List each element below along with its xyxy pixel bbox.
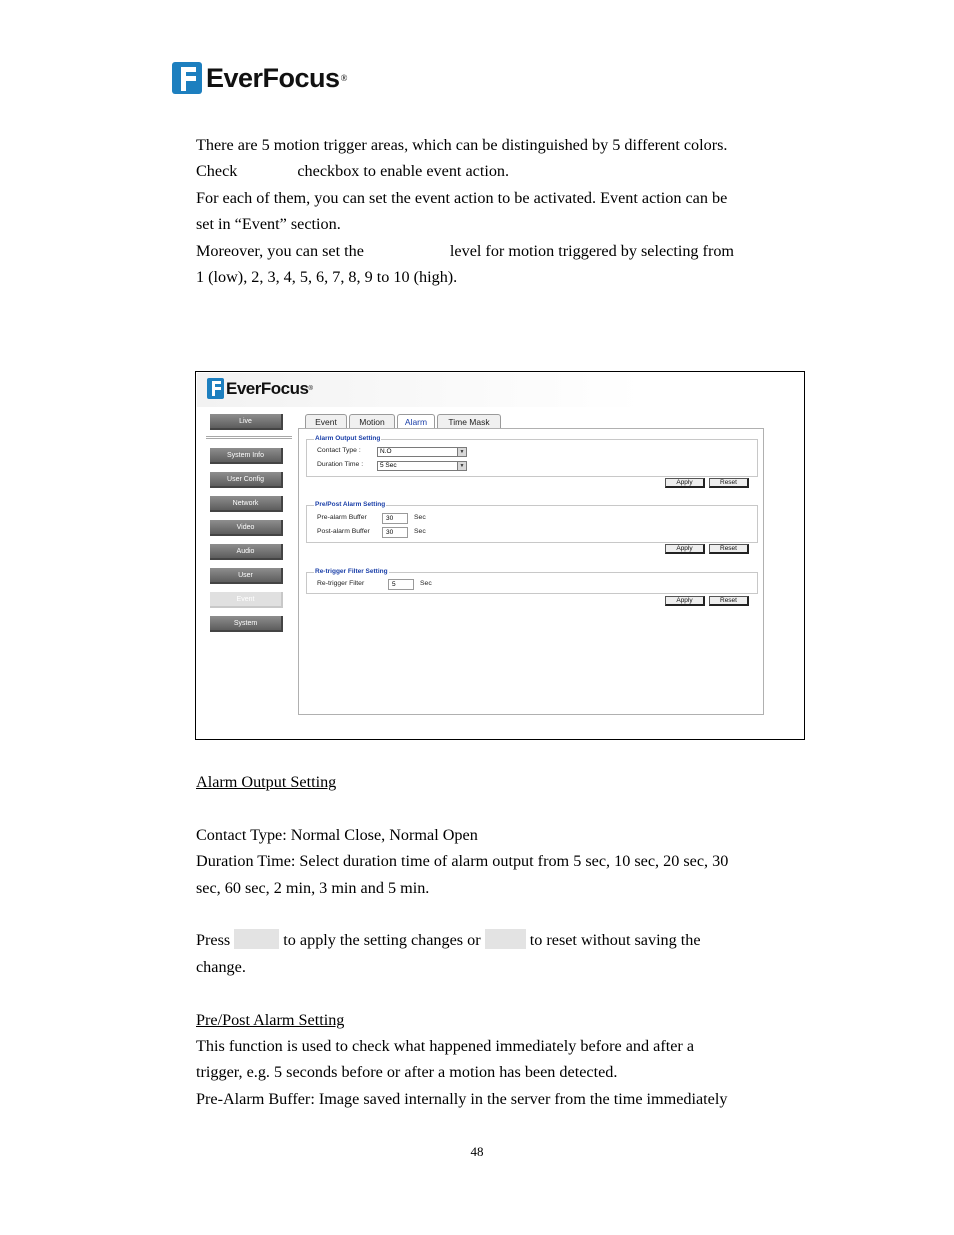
pre-post-description-1: This function is used to check what happened immediately before and after a (196, 1037, 695, 1056)
screenshot-header (197, 373, 643, 407)
press-change-text: change. (196, 957, 246, 976)
retrigger-apply-button[interactable]: Apply (665, 596, 705, 606)
intro-line-6: 1 (low), 2, 3, 4, 5, 6, 7, 8, 9 to 10 (high). (196, 268, 458, 287)
reset-description: to reset without saving the (529, 931, 701, 950)
intro-line-3: For each of them, you can set the event action to be activated. Event action can be (196, 188, 728, 207)
post-alarm-buffer-label: Post-alarm Buffer (317, 528, 370, 535)
retrigger-filter-label: Re-trigger Filter (317, 580, 365, 587)
intro-level-text: level for motion triggered by selecting from (449, 241, 735, 260)
logo-wordmark: EverFocus (206, 62, 340, 93)
nav-system-info[interactable]: System Info (210, 448, 283, 464)
pre-post-legend: Pre/Post Alarm Setting (315, 501, 386, 508)
intro-line-5 (196, 238, 796, 264)
nav-system[interactable]: System (210, 616, 283, 632)
screenshot-logo-wordmark: EverFocus (226, 378, 309, 398)
pre-post-apply-button[interactable]: Apply (665, 544, 705, 554)
duration-time-label: Duration Time : (317, 461, 364, 468)
press-apply-line (196, 927, 796, 953)
nav-divider-2 (206, 438, 292, 439)
retrigger-unit: Sec (420, 580, 432, 587)
screenshot-logo-registered-mark: ® (308, 385, 313, 392)
alarm-settings-screenshot (195, 371, 805, 740)
retrigger-filter-input[interactable]: 5 (388, 579, 414, 590)
pre-post-alarm-group (306, 501, 758, 543)
retrigger-legend: Re-trigger Filter Setting (315, 568, 388, 575)
pre-alarm-buffer-input[interactable]: 30 (382, 513, 408, 524)
nav-user[interactable]: User (210, 568, 283, 584)
pre-alarm-unit: Sec (414, 514, 426, 521)
intro-check-text: Check (196, 162, 238, 181)
alarm-output-apply-button[interactable]: Apply (665, 478, 705, 488)
nav-network[interactable]: Network (210, 496, 283, 512)
alarm-output-section (196, 769, 796, 1112)
apply-button-placeholder (234, 929, 279, 949)
intro-line-2 (196, 158, 796, 184)
tab-time-mask[interactable]: Time Mask (437, 414, 501, 428)
contact-type-value: N.O (380, 448, 392, 455)
logo-registered-mark: ® (340, 73, 348, 83)
tab-motion[interactable]: Motion (349, 414, 395, 428)
alarm-output-legend: Alarm Output Setting (315, 435, 381, 442)
apply-description: to apply the setting changes or (283, 931, 481, 950)
pre-post-reset-button[interactable]: Reset (709, 544, 749, 554)
press-text: Press (196, 931, 231, 950)
pre-post-description-3: Pre-Alarm Buffer: Image saved internally in the server from the time immediately (196, 1089, 728, 1108)
screenshot-logo (207, 378, 313, 399)
alarm-output-reset-button[interactable]: Reset (709, 478, 749, 488)
reset-button-placeholder (485, 929, 526, 949)
pre-post-heading: Pre/Post Alarm Setting (196, 1010, 345, 1029)
retrigger-reset-button[interactable]: Reset (709, 596, 749, 606)
duration-description-2: sec, 60 sec, 2 min, 3 min and 5 min. (196, 878, 430, 897)
intro-moreover-text: Moreover, you can set the (196, 241, 364, 260)
everfocus-logo (172, 62, 347, 94)
post-alarm-unit: Sec (414, 528, 426, 535)
retrigger-filter-group (306, 568, 758, 594)
duration-time-select[interactable] (377, 461, 467, 471)
tab-alarm[interactable]: Alarm (397, 414, 435, 428)
tab-event[interactable]: Event (305, 414, 347, 428)
alarm-content-panel (298, 428, 764, 715)
alarm-output-heading: Alarm Output Setting (196, 773, 337, 791)
alarm-output-group (306, 435, 758, 477)
page-number: 48 (470, 1144, 484, 1159)
intro-checkbox-text: checkbox to enable event action. (297, 162, 510, 181)
nav-event[interactable]: Event (210, 592, 283, 608)
everfocus-logo-icon (172, 62, 202, 94)
intro-line-4: set in “Event” section. (196, 215, 341, 234)
nav-live-button[interactable]: Live (210, 414, 283, 430)
intro-paragraph (196, 132, 796, 290)
screenshot-logo-icon (207, 378, 224, 399)
pre-alarm-buffer-label: Pre-alarm Buffer (317, 514, 367, 521)
chevron-down-icon: ▼ (457, 462, 466, 470)
duration-time-value: 5 Sec (380, 462, 397, 469)
contact-type-label: Contact Type : (317, 447, 361, 454)
nav-divider (206, 436, 292, 437)
nav-user-config[interactable]: User Config (210, 472, 283, 488)
pre-post-description-2: trigger, e.g. 5 seconds before or after a motion has been detected. (196, 1063, 618, 1082)
intro-line-1: There are 5 motion trigger areas, which can be distinguished by 5 different colors. (196, 136, 728, 154)
post-alarm-buffer-input[interactable]: 30 (382, 527, 408, 538)
contact-type-description: Contact Type: Normal Close, Normal Open (196, 825, 478, 844)
duration-description-1: Duration Time: Select duration time of alarm output from 5 sec, 10 sec, 20 sec, 30 (196, 852, 729, 871)
nav-video[interactable]: Video (210, 520, 283, 536)
nav-audio[interactable]: Audio (210, 544, 283, 560)
chevron-down-icon: ▼ (457, 448, 466, 456)
contact-type-select[interactable] (377, 447, 467, 457)
